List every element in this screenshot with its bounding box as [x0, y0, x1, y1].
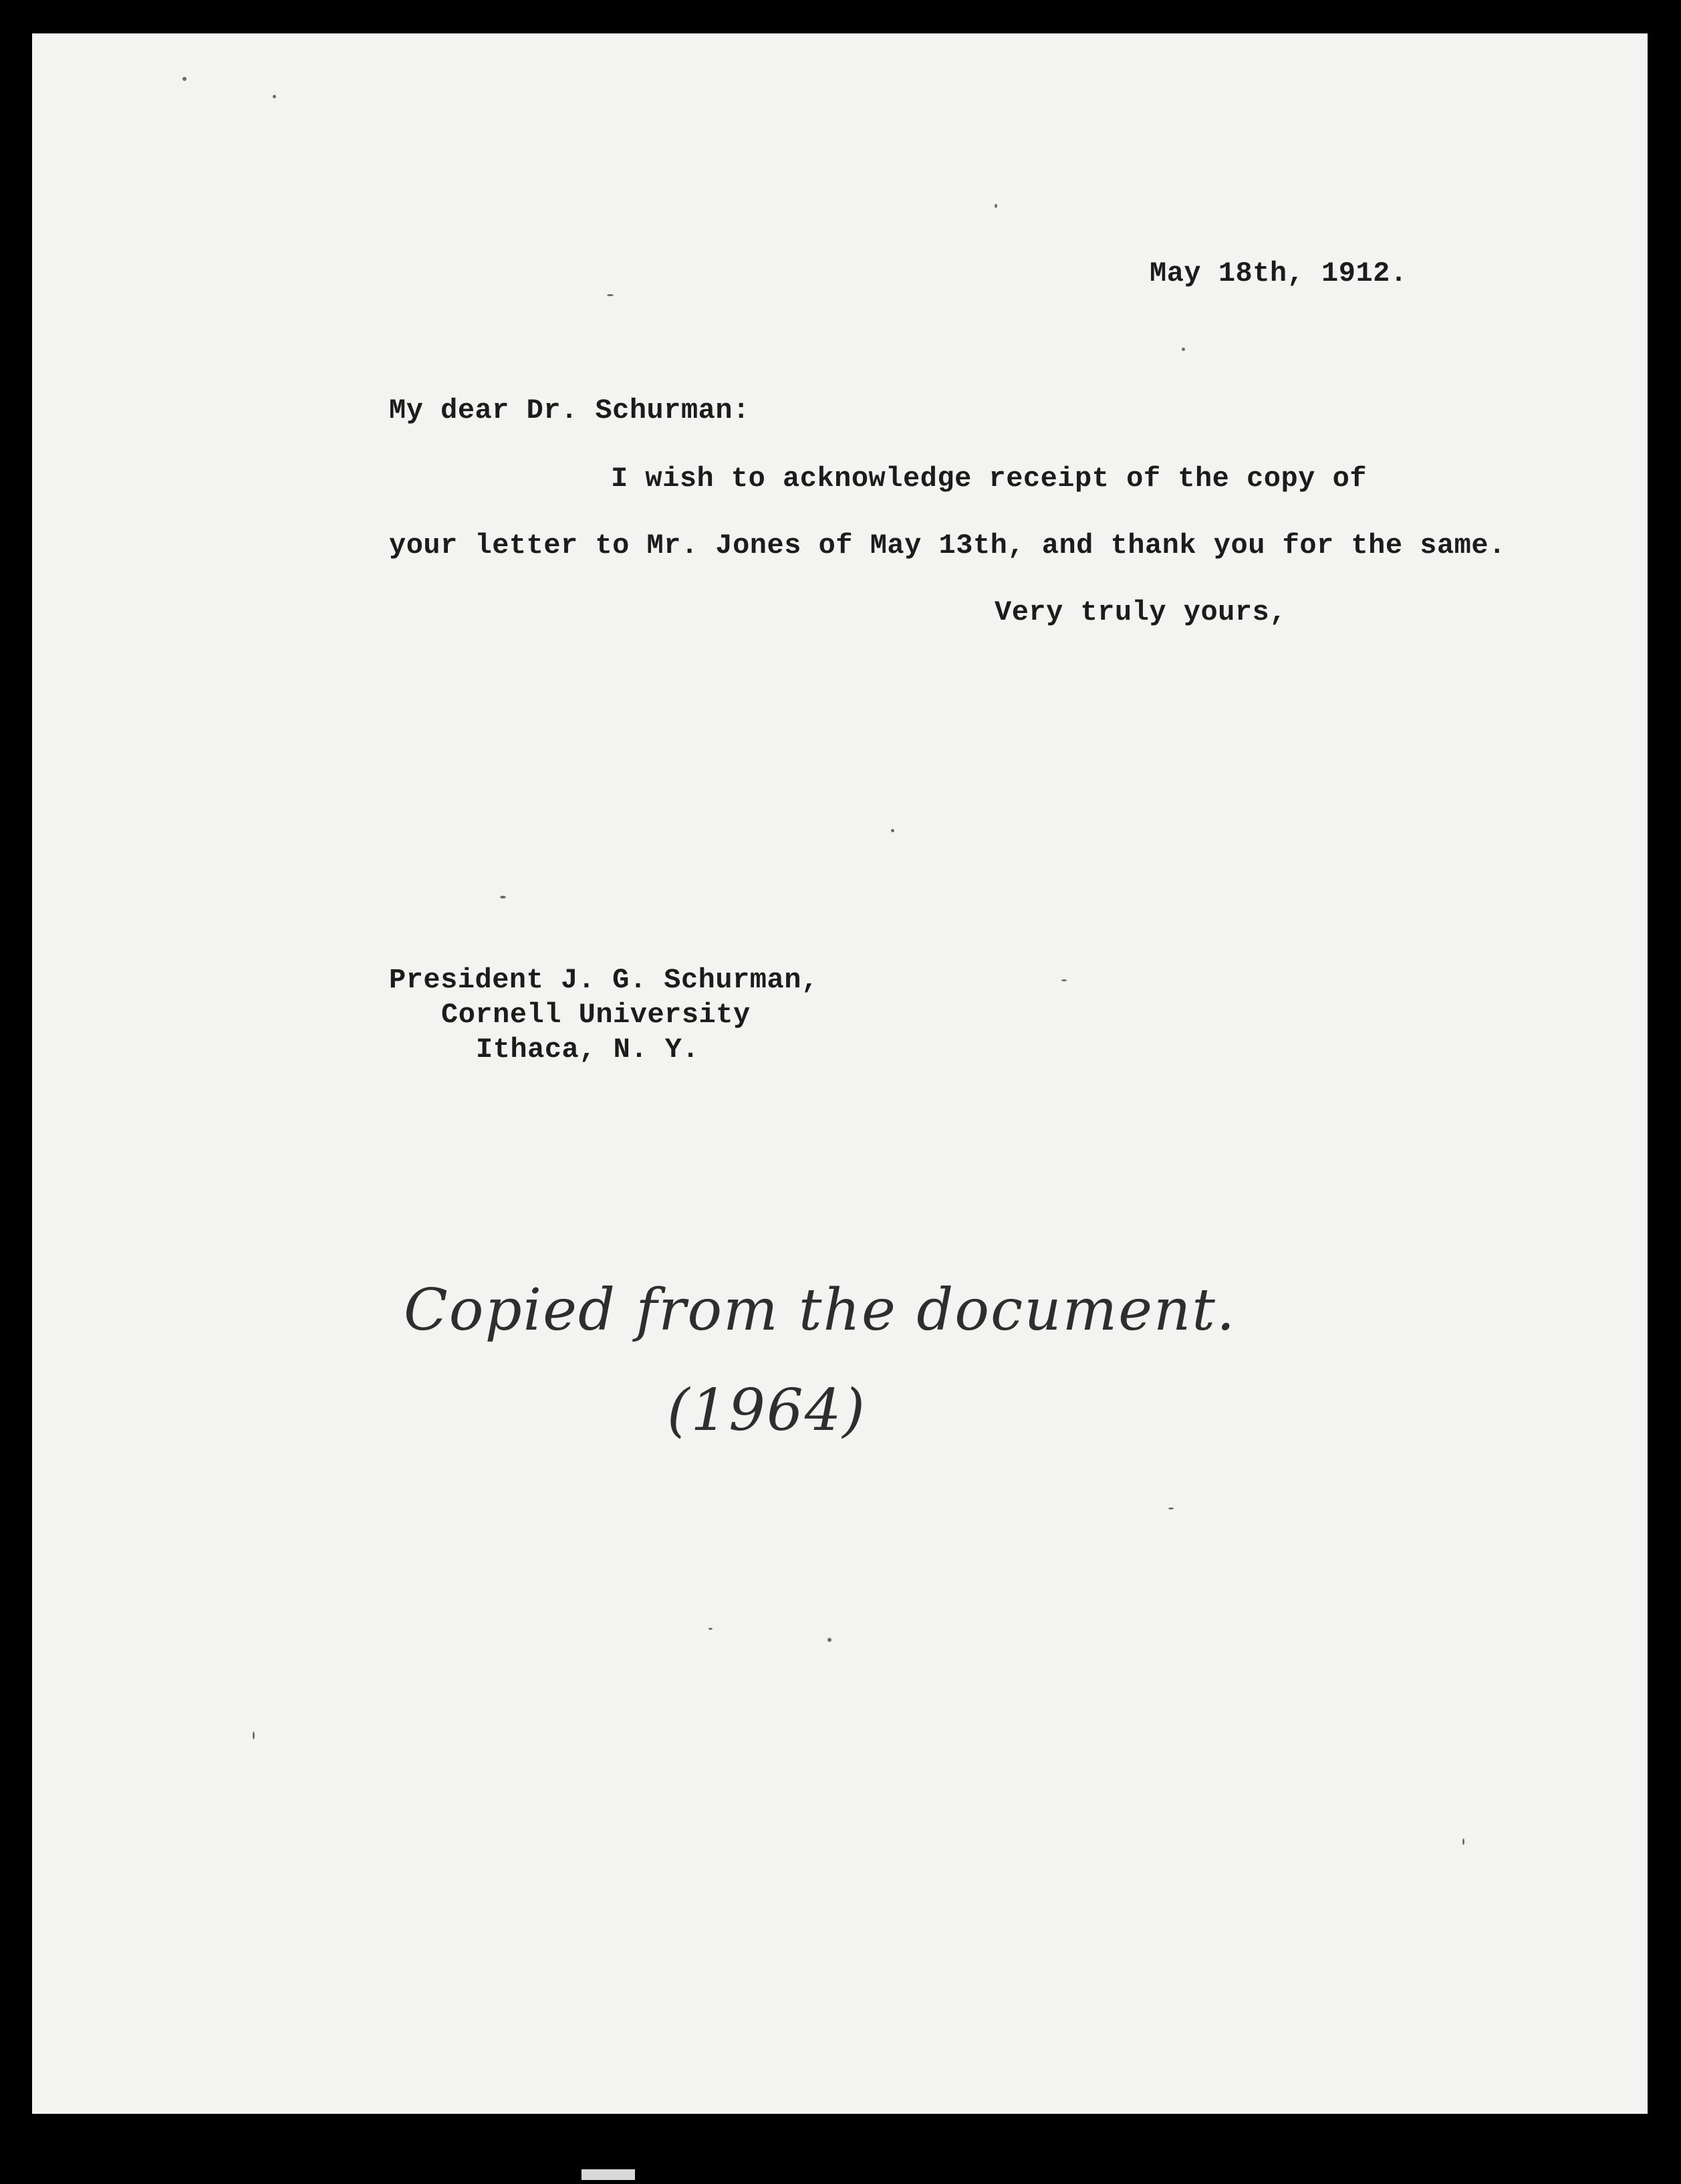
paper-speck — [500, 896, 506, 898]
handwritten-note-line-1: Copied from the document. — [404, 1277, 1237, 1344]
address-line-2: Cornell University — [441, 999, 751, 1031]
paper-speck — [1061, 979, 1067, 981]
paper-speck — [273, 95, 276, 98]
paper-speck — [1182, 348, 1185, 351]
body-line-1: I wish to acknowledge receipt of the copy of — [611, 463, 1367, 495]
address-line-3: Ithaca, N. Y. — [476, 1034, 700, 1066]
handwritten-note-line-2: (1964) — [667, 1377, 866, 1444]
paper-speck — [607, 294, 614, 296]
letter-date: May 18th, 1912. — [1150, 257, 1408, 289]
paper-speck — [891, 829, 894, 832]
film-edge-mark — [581, 2169, 635, 2180]
paper-speck — [182, 77, 186, 81]
letter-page — [32, 33, 1648, 2114]
paper-speck — [708, 1628, 713, 1630]
salutation: My dear Dr. Schurman: — [389, 394, 750, 427]
paper-speck — [1168, 1507, 1174, 1509]
paper-speck — [827, 1638, 831, 1642]
paper-speck — [1462, 1838, 1464, 1845]
paper-speck — [995, 204, 997, 208]
body-line-2: your letter to Mr. Jones of May 13th, and thank you for the same. — [389, 529, 1506, 562]
closing: Very truly yours, — [995, 596, 1287, 628]
address-line-1: President J. G. Schurman, — [389, 964, 819, 996]
paper-speck — [253, 1731, 255, 1739]
